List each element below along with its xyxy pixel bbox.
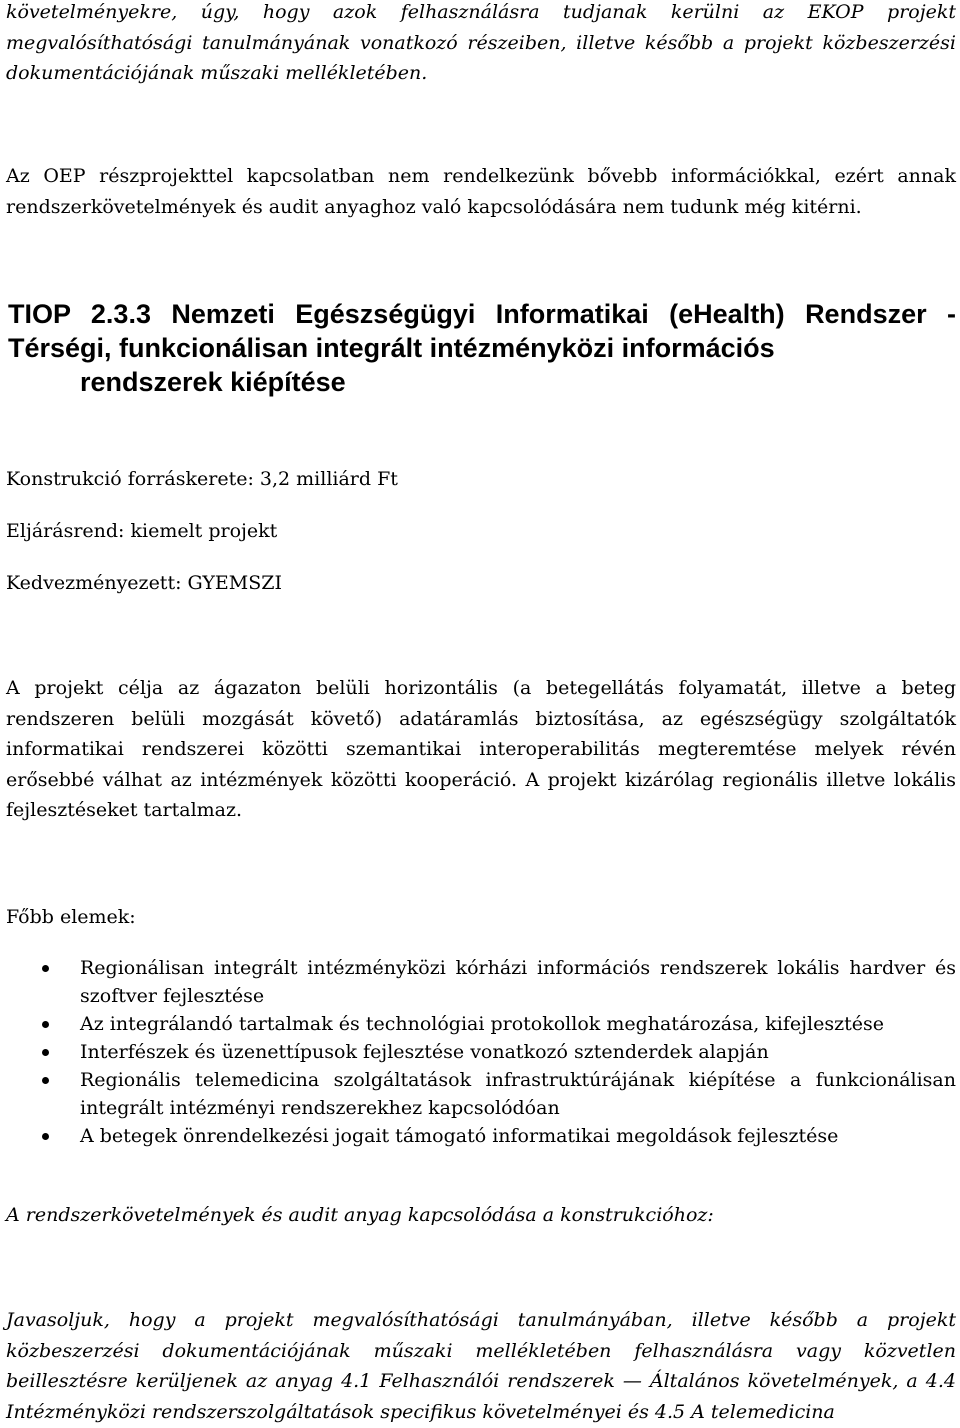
bullet-icon <box>42 965 49 972</box>
section-heading-line1: TIOP 2.3.3 Nemzeti Egészségügyi Informatikai (eHealth) Rendszer - Térségi, funkcionálisan integrált intézményközi információs <box>8 299 956 363</box>
list-item-text: Regionális telemedicina szolgáltatások infrastruktúrájának kiépítése a funkcionálisan integrált intézményi rendszerekhez kapcsolódóan <box>80 1069 956 1119</box>
list-item-text: Regionálisan integrált intézményközi kórházi információs rendszerek lokális hardver és szoftver fejlesztése <box>80 957 956 1007</box>
bullet-icon <box>42 1077 49 1084</box>
list-item-text: Interfészek és üzenettípusok fejlesztése vonatkozó sztenderdek alapján <box>80 1041 769 1063</box>
bullet-icon <box>42 1049 49 1056</box>
list-item <box>6 1122 956 1150</box>
recommendation-paragraph: Javasoljuk, hogy a projekt megvalósíthatósági tanulmányában, illetve később a projekt közbeszerzési dokumentációjának műszaki mellékletében felhasználásra vagy közvetlen beillesztésre kerüljenek az anyag 4.1 Felhasználói rendszerek — Általános követelmények, a 4.4 Intézményközi rendszerszolgáltatások specifikus követelményei és 4.5 A telemedicina <box>6 1309 956 1423</box>
list-item <box>6 1066 956 1122</box>
main-elements-list <box>6 954 956 1150</box>
procedure-line: Eljárásrend: kiemelt projekt <box>6 520 278 542</box>
oep-paragraph: Az OEP részprojekttel kapcsolatban nem rendelkezünk bővebb információkkal, ezért annak rendszerkövetelmények és audit anyaghoz való kapcsolódására nem tudunk még kitérni. <box>6 165 956 218</box>
bullet-icon <box>42 1021 49 1028</box>
beneficiary-line: Kedvezményezett: GYEMSZI <box>6 572 282 594</box>
list-item-text: Az integrálandó tartalmak és technológiai protokollok meghatározása, kifejlesztése <box>80 1013 885 1035</box>
section-heading <box>8 297 956 399</box>
main-elements-label: Főbb elemek: <box>6 906 136 928</box>
budget-line: Konstrukció forráskerete: 3,2 milliárd Ft <box>6 468 398 490</box>
bullet-icon <box>42 1133 49 1140</box>
list-item <box>6 1010 956 1038</box>
list-item <box>6 954 956 1010</box>
goal-paragraph: A projekt célja az ágazaton belüli horizontális (a betegellátás folyamatát, illetve a beteg rendszeren belüli mozgását követő) adatáramlás biztosítása, az egészségügy szolgáltatók informatikai rendszerei közötti szemantikai interoperabilitás megteremtése melyek révén erősebbé válhat az intézmények közötti kooperáció. A projekt kizárólag regionális illetve lokális fejlesztéseket tartalmaz. <box>6 677 956 821</box>
list-item <box>6 1038 956 1066</box>
list-item-text: A betegek önrendelkezési jogait támogató informatikai megoldások fejlesztése <box>80 1125 839 1147</box>
intro-paragraph: követelményekre, úgy, hogy azok felhasználásra tudjanak kerülni az EKOP projekt megvalósíthatósági tanulmányának vonatkozó részeiben, illetve később a projekt közbeszerzési dokumentációjának műszaki mellékletében. <box>6 1 956 84</box>
requirements-heading: A rendszerkövetelmények és audit anyag kapcsolódása a konstrukcióhoz: <box>6 1204 714 1226</box>
section-heading-line2: rendszerek kiépítése <box>80 367 346 397</box>
